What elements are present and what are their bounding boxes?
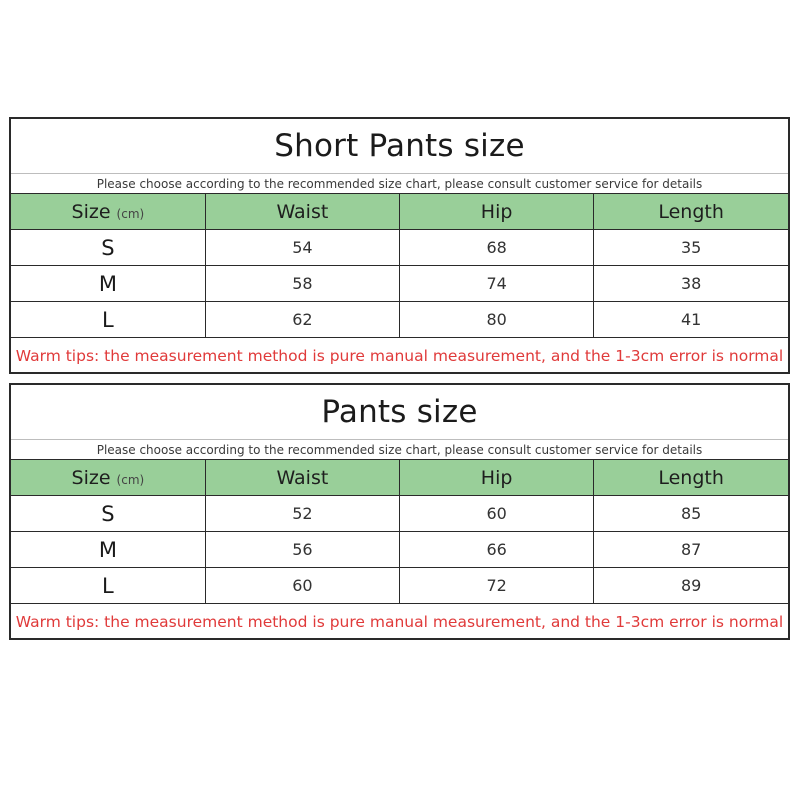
hip-cell: 74 [400,266,594,302]
waist-cell: 62 [205,302,399,338]
hip-cell: 80 [400,302,594,338]
header-size [11,194,205,230]
header-hip: Hip [400,460,594,496]
table-row [11,496,788,532]
header-length: Length [594,194,788,230]
header-row [11,460,788,496]
length-cell: 89 [594,568,788,604]
chart-title: Short Pants size [11,119,788,174]
table-row [11,532,788,568]
header-waist: Waist [205,194,399,230]
length-cell: 35 [594,230,788,266]
warm-tip: Warm tips: the measurement method is pure manual measurement, and the 1-3cm error is normal [15,612,784,631]
header-unit: (cm) [116,206,145,221]
size-cell: M [11,532,205,568]
waist-cell: 60 [205,568,399,604]
size-table [11,194,788,338]
waist-cell: 58 [205,266,399,302]
hip-cell: 68 [400,230,594,266]
hip-cell: 72 [400,568,594,604]
chart-title: Pants size [11,385,788,440]
hip-cell: 66 [400,532,594,568]
table-row [11,568,788,604]
header-row [11,194,788,230]
header-length: Length [594,460,788,496]
table-row [11,302,788,338]
table-row [11,230,788,266]
size-cell: M [11,266,205,302]
header-unit: (cm) [116,472,145,487]
waist-cell: 54 [205,230,399,266]
header-size [11,460,205,496]
size-cell: L [11,302,205,338]
chart-subtitle: Please choose according to the recommended size chart, please consult customer service for details [11,174,788,194]
length-cell: 38 [594,266,788,302]
header-waist: Waist [205,460,399,496]
length-cell: 41 [594,302,788,338]
pants-size-chart [9,383,790,640]
header-size-label: Size [71,200,111,223]
size-cell: L [11,568,205,604]
table-row [11,266,788,302]
waist-cell: 52 [205,496,399,532]
header-hip: Hip [400,194,594,230]
warm-tip: Warm tips: the measurement method is pure manual measurement, and the 1-3cm error is normal [15,346,784,365]
size-cell: S [11,496,205,532]
short-pants-size-chart [9,117,790,374]
length-cell: 87 [594,532,788,568]
chart-subtitle: Please choose according to the recommended size chart, please consult customer service for details [11,440,788,460]
length-cell: 85 [594,496,788,532]
hip-cell: 60 [400,496,594,532]
size-cell: S [11,230,205,266]
size-table [11,460,788,604]
header-size-label: Size [71,466,111,489]
waist-cell: 56 [205,532,399,568]
